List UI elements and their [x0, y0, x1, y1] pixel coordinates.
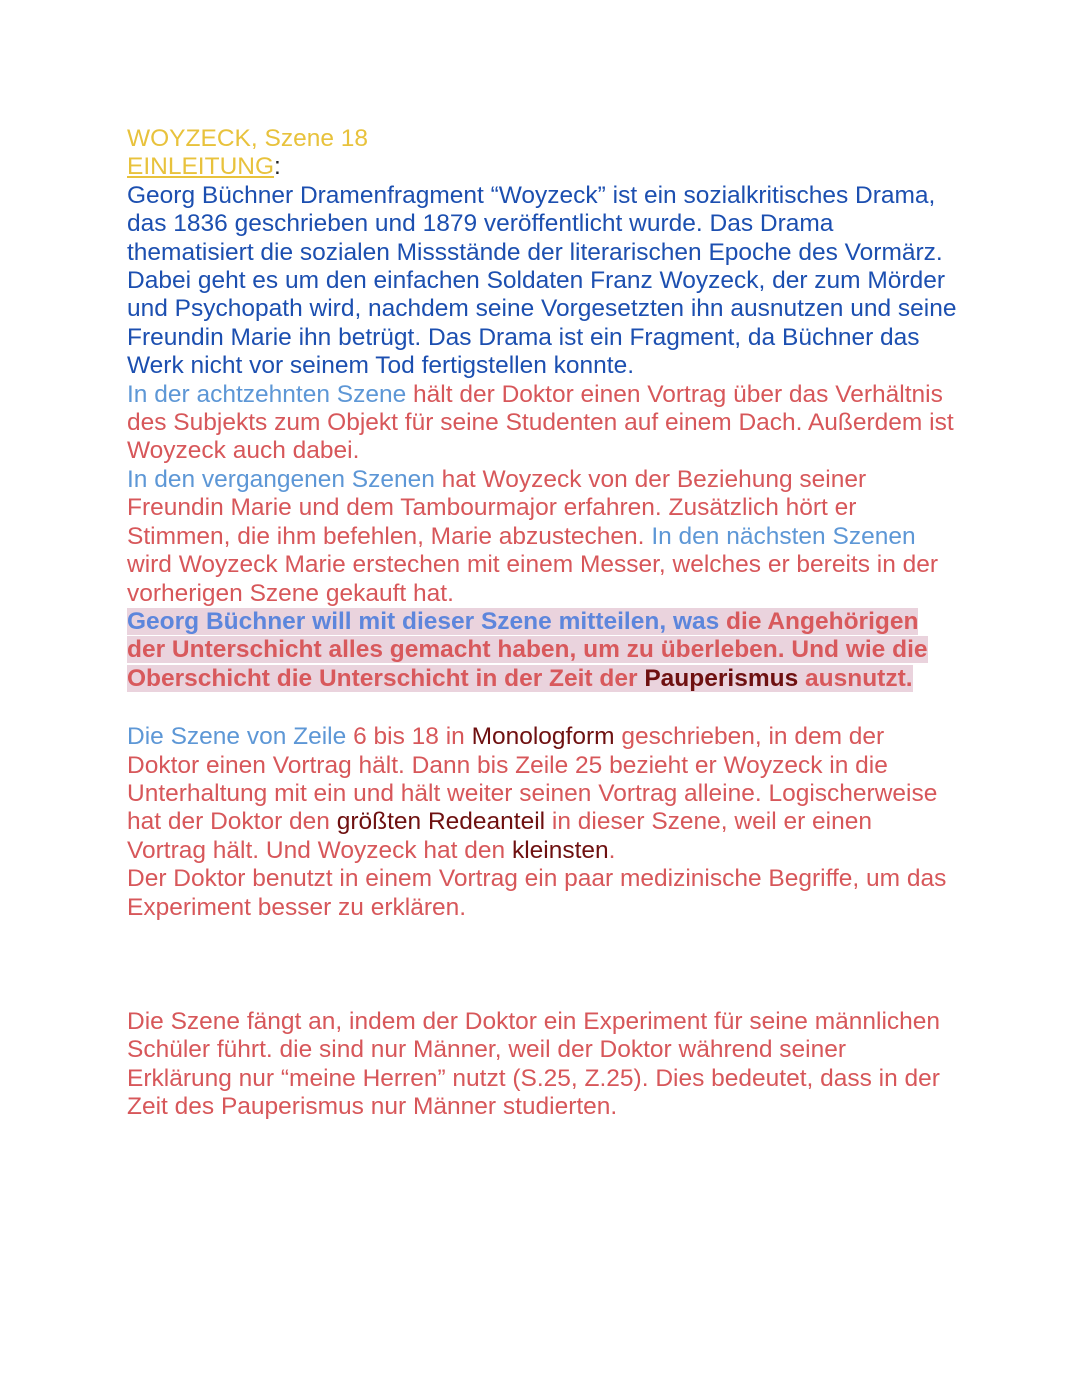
terminology-paragraph: Der Doktor benutzt in einem Vortrag ein paar medizinische Begriffe, um das Experiment besser zu erklären. [127, 865, 947, 921]
thesis-part-3: ausnutzt. [798, 664, 913, 692]
intro-heading-line [127, 153, 957, 181]
document-title: WOYZECK, Szene 18 [127, 125, 369, 152]
thesis-part-1: Georg Büchner will mit dieser Szene mitteilen, was [127, 607, 720, 635]
next-scenes-label: In den nächsten Szenen [651, 522, 916, 550]
past-scenes-text: hat Woyzeck von der Beziehung seiner Freundin Marie und dem Tambourmajor erfahren. Zusätzlich hört er Stimmen, die ihm befehlen, Marie abzustechen. [127, 465, 867, 550]
scene-intro-paragraph [127, 381, 957, 466]
scene-intro-text: hält der Doktor einen Vortrag über das Verhältnis des Subjekts zum Objekt für seine Studenten auf einem Dach. Außerdem ist Woyzeck auch dabei. [127, 380, 954, 465]
intro-heading-colon: : [274, 153, 281, 181]
thesis-paragraph [127, 608, 957, 693]
scene-intro-label: In der achtzehnten Szene [127, 380, 407, 408]
intro-heading: EINLEITUNG [127, 153, 275, 181]
next-scenes-text: wird Woyzeck Marie erstechen mit einem Messer, welches er bereits in der vorherigen Szene gekauft hat. [127, 551, 939, 607]
form-paragraph [127, 723, 957, 865]
form-keyword-redeanteil: größten Redeanteil [336, 808, 546, 836]
spacer [127, 922, 957, 1008]
form-keyword-monologform: Monologform [471, 723, 615, 751]
analysis-paragraph: Die Szene fängt an, indem der Doktor ein Experiment für seine männlichen Schüler führt. die sind nur Männer, weil der Doktor während seiner Erklärung nur “meine Herren” nutzt (S.25, Z.25). Dies bedeutet, dass in der Zeit des Pauperismus nur Männer studierten. [127, 1007, 941, 1121]
form-keyword-kleinsten: kleinsten [511, 836, 609, 864]
form-text-2: geschrieben, in dem der Doktor einen Vortrag hält. Dann bis Zeile 25 bezieht er Woyzeck in die Unterhaltung mit ein und hält weiter seinen Vortrag alleine. Logischerweise hat der Doktor den [127, 723, 938, 836]
thesis-keyword: Pauperismus [644, 664, 799, 692]
form-label: Die Szene von Zeile [127, 723, 347, 751]
form-text-3: in dieser Szene, weil er einen Vortrag hält. Und Woyzeck hat den [127, 808, 872, 864]
thesis-part-2: die Angehörigen der Unterschicht alles gemacht haben, um zu überleben. Und wie die Oberschicht die Unterschicht in der Zeit der [127, 607, 928, 692]
spacer [127, 693, 957, 723]
form-text-4: . [608, 836, 616, 864]
context-paragraph [127, 466, 957, 608]
document-body [127, 125, 957, 1122]
intro-paragraph: Georg Büchner Dramenfragment “Woyzeck” ist ein sozialkritisches Drama, das 1836 geschrieben und 1879 veröffentlicht wurde. Das Drama thematisiert die sozialen Missstände der literarischen Epoche des Vormärz. Dabei geht es um den einfachen Soldaten Franz Woyzeck, der zum Mörder und Psychopath wird, nachdem seine Vorgesetzten ihn ausnutzen und seine Freundin Marie ihn betrügt. Das Drama ist ein Fragment, da Büchner das Werk nicht vor seinem Tod fertigstellen konnte. [127, 181, 957, 380]
past-scenes-label: In den vergangenen Szenen [127, 465, 435, 493]
form-text-1: 6 bis 18 in [346, 723, 472, 751]
